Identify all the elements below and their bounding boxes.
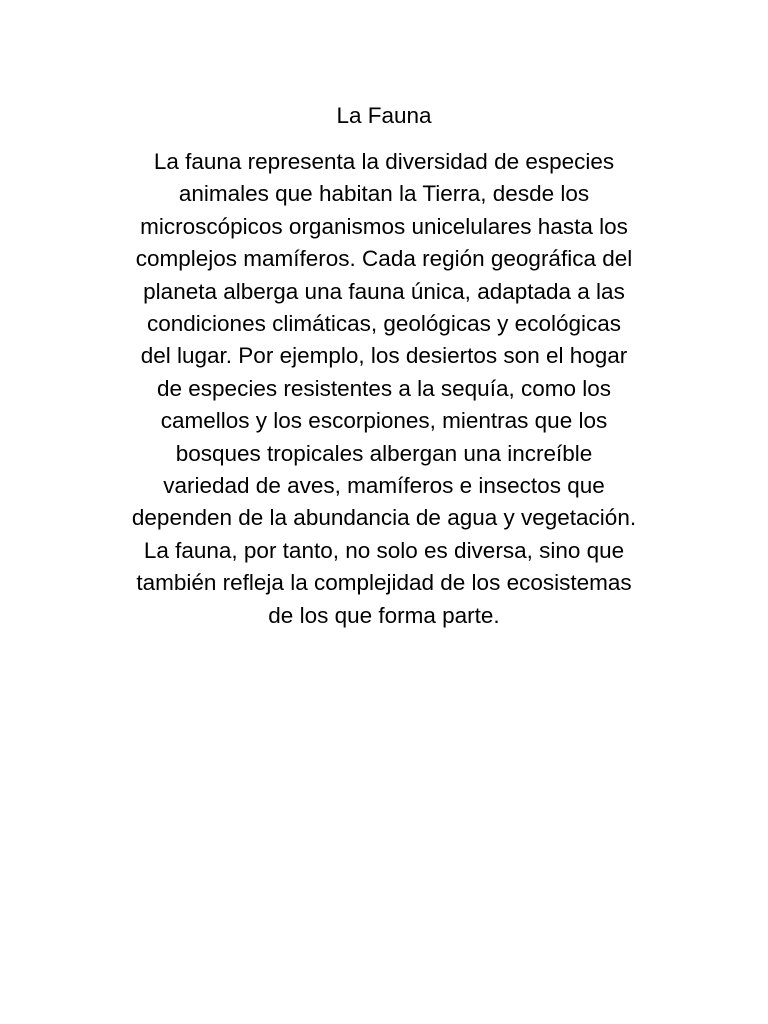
paragraph-line: de especies resistentes a la sequía, como los: [157, 375, 611, 401]
paragraph-line: de los que forma parte.: [268, 602, 500, 628]
paragraph-line: condiciones climáticas, geológicas y ecológicas: [147, 311, 621, 337]
body-paragraph: [80, 146, 688, 632]
paragraph-line: animales que habitan la Tierra, desde los: [178, 181, 590, 207]
paragraph-line: dependen de la abundancia de agua y vegetación.: [131, 505, 637, 531]
paragraph-line: La fauna representa la diversidad de especies: [153, 149, 615, 174]
document-title: La Fauna: [336, 103, 432, 128]
paragraph-line: camellos y los escorpiones, mientras que los: [160, 408, 608, 434]
paragraph-line: La fauna, por tanto, no solo es diversa, sino que: [143, 537, 625, 563]
paragraph-line: planeta alberga una fauna única, adaptada a las: [143, 278, 625, 304]
paragraph-line: microscópicos organismos unicelulares hasta los: [140, 213, 628, 239]
paragraph-line: complejos mamíferos. Cada región geográfica del: [135, 246, 633, 272]
paragraph-line: del lugar. Por ejemplo, los desiertos son el hogar: [140, 343, 628, 369]
paragraph-line: bosques tropicales albergan una increíble: [175, 440, 593, 466]
paragraph-line: también refleja la complejidad de los ecosistemas: [136, 570, 632, 596]
paragraph-line: variedad de aves, mamíferos e insectos que: [163, 473, 605, 499]
